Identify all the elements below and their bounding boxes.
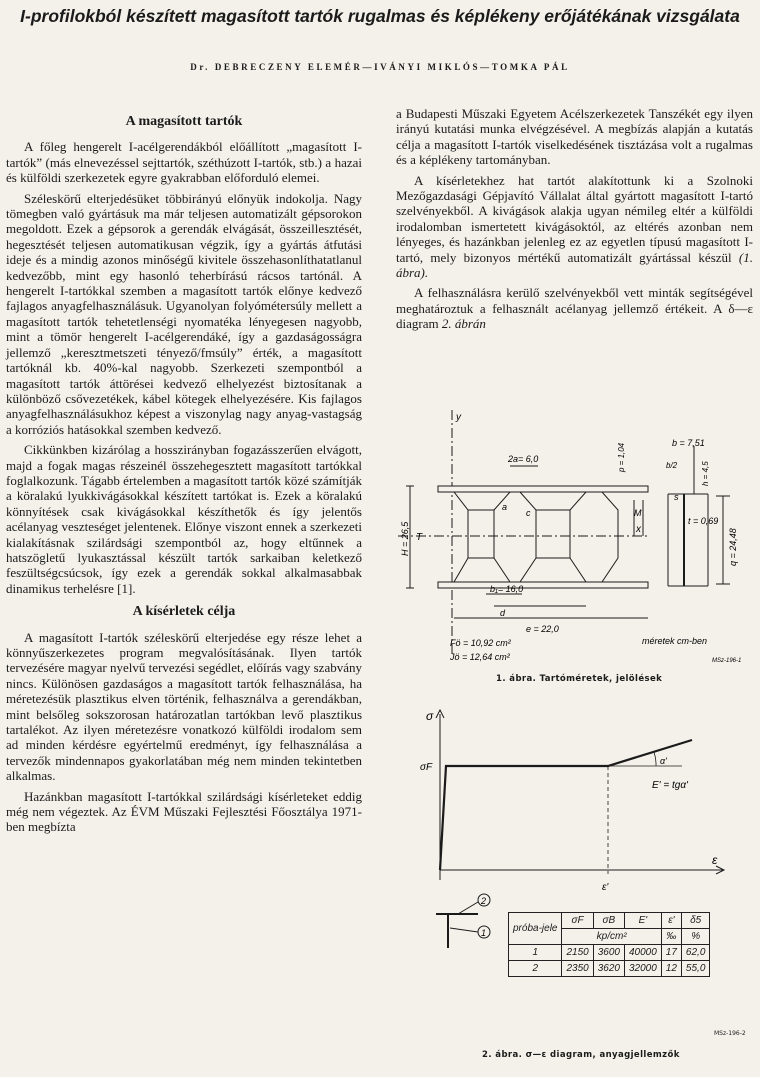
table-cell: 40000 <box>624 945 661 961</box>
table-cell: 3620 <box>593 961 624 977</box>
beam-dimension-figure <box>398 406 758 666</box>
table-header-cell: ε' <box>661 913 681 929</box>
fig1-label-h: h = 4,5 <box>701 461 710 486</box>
paragraph: A magasított I-tartók széleskörű elterjedése egy része lehet a könnyűszerkezetes program megvalósításának. Ilyen tartók tervezésére magyar nyelvű tervezési segédlet, előírás vagy szabvány nincs. Különösen gazdaságos a magasított tartók felhasználása, ha méretezésük plasztikus elven történik, felhasználva a gerendákban, mint belsőleg sokszorosan határozatlan tartókban levő plasztikus tartalékot. Az ilyen méretezésre vonatkozó külföldi irodalom sem ad minden kérdésre egyértelmű eredményt, így felhasználása a tervezők mindennapos gyakorlatában még nem minden tekintetben alkalmas. <box>6 629 362 784</box>
fig1-fo: Fö = 10,92 cm² <box>450 638 511 648</box>
table-cell: 1 <box>509 945 562 961</box>
table-cell: 3600 <box>593 945 624 961</box>
fig1-label-H: H = 26,5 <box>400 521 410 556</box>
table-header-cell: próba-jele <box>509 913 562 945</box>
paragraph: Széleskörű elterjedésüket többirányú előnyük indokolja. Nagy tömegben való gyártásuk ma már teljesen automatizált gépsorokon megoldott. Ezek a gépsorok a gerendák elvágását, összeillesztését, hegesztését teljesen automatikusan végzik, így a gyártás átfutási ideje és a mindig azonos minőségű kivitele összehasonlíthatatlanul kedvezőbb, mint egy hasonló teherbírású rácsos tartónál. A hengerelt I-tartókkal szemben a magasított tartók előnye kedvező fajlagos anyagfelhasználásuk. Ugyanolyan folyómétersúly mellett a magasított tartók tehetetlenségi nyomatéka lényegesen nagyobb, mint a tömör hengerelt I-acélgerendáké, így a gazdaságosságra jellemző „keresztmetszeti tényező/fmsúly” érték, a magasított tartóknál kb. 40%-kal nagyobb. Szerkezeti szempontból a magasított tartók áttörései kedvező elhelyezést biztosítanak a különböző csővezetékek, kábel kötegek elhelyezésére. Kis fajlagos anyagfelhasználásukhoz képest a viszonylag nagy anyag-vastagság a korróziós hatásokkal szemben kedvező. <box>6 190 362 437</box>
table-header-cell: σF <box>562 913 593 929</box>
specimen-1-label: 1 <box>481 928 487 938</box>
fig2-sigmaF-label: σF <box>420 762 433 773</box>
specimen-2-label: 2 <box>481 896 487 906</box>
paragraph-text: A kísérletekhez hat tartót alakítottunk ki a Szolnoki Mezőgazdasági Gépjavító Vállalat által gyártott magasított I-tartó szelvényekből. A kivágások alakja ugyan némileg eltér a külföldi irodalomban ismertetett kivágásoktól, az eltérés azonban nem lényeges, és hazánkban jelenleg ez az egyetlen típusú magasított I-tartó, mely bizonyos mértékű automatizált gyártással készül <box>396 172 753 265</box>
table-header-cell: δ5 <box>681 913 709 929</box>
table-cell: 62,0 <box>681 945 709 961</box>
fig1-label-q: q = 24,48 <box>728 528 738 566</box>
table-cell: 2150 <box>562 945 593 961</box>
table-unit-cell: % <box>681 929 709 945</box>
paragraph <box>396 285 753 331</box>
section-heading: A kísérletek célja <box>132 604 236 620</box>
section-heading: A magasított tartók <box>125 114 243 129</box>
article-authors: Dr. DEBRECZENY ELEMÉR—IVÁNYI MIKLÓS—TOMKA PÁL <box>190 62 570 72</box>
fig1-label-c: c <box>526 508 531 518</box>
fig1-label-b1: b₁= 16,0 <box>490 584 524 594</box>
fig2-eform-label: E' = tgα' <box>652 780 688 791</box>
table-cell: 55,0 <box>681 961 709 977</box>
stress-strain-figure <box>412 704 758 900</box>
table-cell: 2350 <box>562 961 593 977</box>
table-cell: 12 <box>661 961 681 977</box>
fig1-label-M: M <box>634 508 642 518</box>
table-row <box>509 945 710 961</box>
paragraph: A főleg hengerelt I-acélgerendákból előállított „magasított I-tartók” (más elnevezéssel sejttartók, széthúzott I-tartók, stb.) a hazai és külföldi szerkezetek egyre gyakrabban előforduló elemei. <box>6 139 362 186</box>
figure-reference: 2. ábrán <box>441 316 486 332</box>
fig2-code: MSz-196-2 <box>714 1030 746 1037</box>
fig1-label-x: x <box>636 524 641 535</box>
fig2-sigma-label: σ <box>426 709 434 723</box>
figure-1-caption: 1. ábra. Tartóméretek, jelölések <box>496 674 663 684</box>
table-cell: 17 <box>661 945 681 961</box>
fig1-label-b2: b/2 <box>666 461 678 470</box>
article-title: I-profilokból készített magasított tartók rugalmas és képlékeny erőjátékának vizsgálata <box>20 6 740 26</box>
fig2-alpha-label: α' <box>660 756 667 766</box>
fig1-label-T: T <box>416 532 423 543</box>
right-column <box>396 106 753 337</box>
fig1-label-s: s <box>674 492 679 502</box>
paragraph: Cikkünkben kizárólag a hosszirányban fogazásszerűen elvágott, majd a fogak magas részeinél összehegesztett magasított tartókkal foglalkozunk. Tágabb értelemben a magasított tartók közé számítják a köralakú lyukkivágásokkal készített tartókat is. Ezek a köralakú könnyítések csak kivágásokkal készíthetők és így jelentős acélanyag veszteséget jelentenek. Előnye viszont ennek a szerkezeti kialakításnak szilárdsági szempontból az, hogy eltűnnek a hatszögletű lyukasztással készült tartók sarkaiban keletkező feszültségcsúcsok, így ezek a gerendák sokkal alkalmasabbak dinamikus terhelésre [1]. <box>6 442 362 596</box>
figure-reference: (1. ábra). <box>396 249 753 281</box>
fig1-label-a: a <box>502 502 508 512</box>
table-row <box>509 961 710 977</box>
fig1-label-e: e = 22,0 <box>526 624 559 634</box>
paragraph: Hazánkban magasított I-tartókkal szilárdsági kísérleteket eddig még nem végeztek. Az ÉVM Műszaki Fejlesztési Főosztálya 1971-ben megbízta <box>6 788 362 835</box>
fig1-label-2a: 2a= 6,0 <box>508 454 539 464</box>
fig1-label-d: d <box>500 608 506 618</box>
specimen-sketch <box>428 888 498 958</box>
fig1-jo: Jö = 12,64 cm² <box>450 652 510 662</box>
fig1-label-t: t = 0,69 <box>688 516 719 526</box>
fig1-label-y: y <box>456 412 461 423</box>
fig1-label-p: p = 1,04 <box>617 442 626 472</box>
figure-2-caption: 2. ábra. σ—ε diagram, anyagjellemzők <box>482 1050 680 1060</box>
paragraph <box>396 173 753 281</box>
table-header-cell: E' <box>624 913 661 929</box>
fig1-units: méretek cm-ben <box>642 636 708 646</box>
material-properties-table <box>508 912 710 977</box>
fig1-code: MSz-196-1 <box>712 658 742 664</box>
table-header-row <box>509 913 710 929</box>
table-header-cell: σB <box>593 913 624 929</box>
paragraph: a Budapesti Műszaki Egyetem Acélszerkezetek Tanszékét egy ilyen irányú kutatási munka elvégzésével. A megbízás alapján a kutatás célja a magasított I-tartók viselkedésének tisztázása volt a rugalmas és a képlékeny tartományban. <box>396 106 753 168</box>
table-cell: 2 <box>509 961 562 977</box>
fig2-eps-label: ε <box>712 853 718 867</box>
left-column <box>6 106 362 840</box>
table-unit-cell: kp/cm² <box>562 929 661 945</box>
fig1-label-b: b = 7,51 <box>672 438 705 448</box>
paragraph-text: A felhasználásra kerülő szelvényekből vett minták segítségével meghatároztuk a felhasznált acélanyag jellemző értékeit. A δ—ε diagram <box>396 285 753 332</box>
table-cell: 32000 <box>624 961 661 977</box>
table-unit-cell: ‰ <box>661 929 681 945</box>
fig2-epsP-label: ε' <box>602 882 609 893</box>
